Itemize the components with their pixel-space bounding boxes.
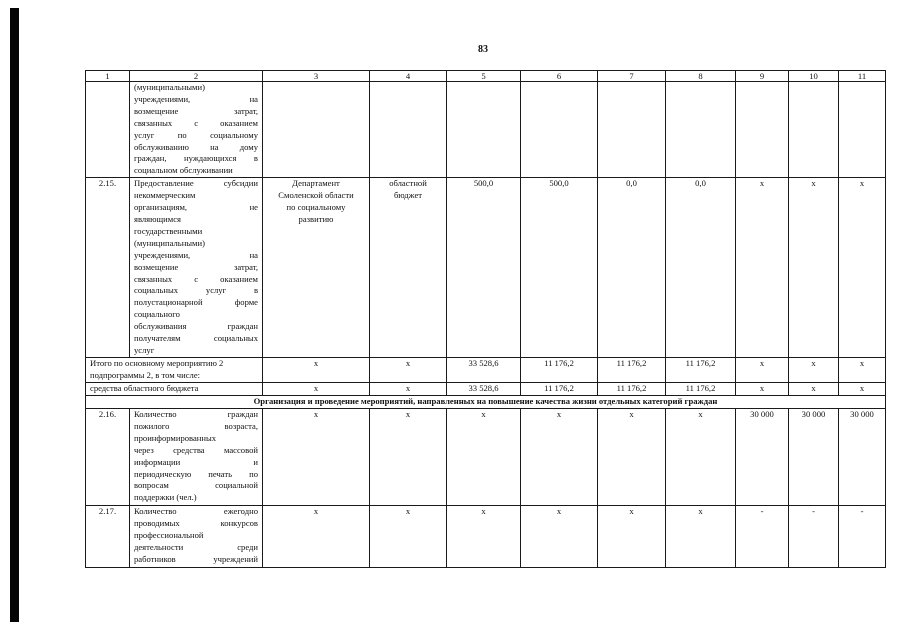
text-line: организациям, не (134, 202, 258, 213)
text-line: проводимых конкурсов (134, 517, 258, 528)
text-line: бюджет (393, 190, 423, 201)
text-line: Смоленской области (278, 190, 354, 201)
value-cell: x (736, 358, 789, 383)
value-cell: - (736, 505, 789, 567)
value-cell: 33 528,6 (447, 358, 521, 383)
text-line: являющимся (134, 213, 181, 224)
value-cell: 500,0 (521, 178, 598, 358)
text-line: вопросам социальной (134, 480, 258, 491)
text-line: обслуживанию на дому (134, 141, 258, 152)
column-number: 8 (666, 71, 736, 82)
empty-cell (839, 82, 886, 178)
empty-cell (789, 82, 839, 178)
text-line: информации и (134, 456, 258, 467)
value-cell: 11 176,2 (598, 383, 666, 396)
text-line: через средства массовой (134, 444, 258, 455)
section-row (86, 395, 886, 408)
row-number-cell: 2.16. (86, 408, 130, 505)
empty-cell (370, 82, 447, 178)
table-row (86, 178, 886, 358)
column-number: 9 (736, 71, 789, 82)
empty-cell (598, 82, 666, 178)
text-line: получателям социальных (134, 333, 258, 344)
value-cell: x (839, 383, 886, 396)
text-line: учреждениями, на (134, 93, 258, 104)
text-line: Количество ежегодно (134, 505, 258, 516)
value-cell: - (789, 505, 839, 567)
text-line: деятельности среди (134, 541, 258, 552)
text-line: связанных с оказанием (134, 273, 258, 284)
text-line: возмещение затрат, (134, 261, 258, 272)
text-line: возмещение затрат, (134, 105, 258, 116)
value-cell: x (736, 178, 789, 358)
value-cell: x (370, 505, 447, 567)
text-line: некоммерческим (134, 190, 196, 201)
value-cell: x (521, 408, 598, 505)
table-row (86, 505, 886, 567)
table-row (86, 82, 886, 178)
text-line: (муниципальными) (134, 237, 205, 248)
column-number: 5 (447, 71, 521, 82)
value-cell: 33 528,6 (447, 383, 521, 396)
text-line: связанных с оказанием (134, 117, 258, 128)
total-row (86, 358, 886, 383)
value-cell: x (370, 408, 447, 505)
value-cell: x (789, 178, 839, 358)
text-line: социальных услуг в (134, 285, 258, 296)
text-line: услуг по социальному (134, 129, 258, 140)
text-line: социальном обслуживании (134, 165, 233, 176)
column-number: 4 (370, 71, 447, 82)
funding-source-cell (370, 178, 447, 358)
empty-cell (521, 82, 598, 178)
column-number: 6 (521, 71, 598, 82)
value-cell: x (263, 383, 370, 396)
row-number-cell: 2.15. (86, 178, 130, 358)
text-line: граждан, нуждающихся в (134, 153, 258, 164)
column-number: 3 (263, 71, 370, 82)
section-title: Организация и проведение мероприятий, направленных на повышение качества жизни отдельных категорий граждан (86, 395, 886, 408)
value-cell: 11 176,2 (666, 383, 736, 396)
text-line: Количество граждан (134, 408, 258, 419)
value-cell: 11 176,2 (521, 358, 598, 383)
text-line: услуг (134, 344, 155, 355)
text-line: пожилого возраста, (134, 420, 258, 431)
value-cell: x (447, 505, 521, 567)
value-cell: x (666, 408, 736, 505)
activity-name-cell (130, 178, 263, 358)
text-line: профессиональной (134, 529, 204, 540)
executor-cell (263, 178, 370, 358)
table-row (86, 408, 886, 505)
value-cell: x (263, 408, 370, 505)
text-line: работников учреждений (134, 553, 258, 564)
program-table (85, 70, 886, 568)
value-cell: x (598, 408, 666, 505)
text-line: Департамент (292, 178, 340, 189)
column-number-row (86, 71, 886, 82)
text-line: областной (389, 178, 427, 189)
value-cell: 30 000 (839, 408, 886, 505)
text-line: развитию (298, 213, 334, 224)
value-cell: 500,0 (447, 178, 521, 358)
empty-cell (736, 82, 789, 178)
activity-name-cell (130, 82, 263, 178)
scan-edge-bar (10, 8, 19, 622)
text-line: проинформированных (134, 432, 217, 443)
value-cell: - (839, 505, 886, 567)
value-cell: x (789, 383, 839, 396)
value-cell: x (370, 358, 447, 383)
value-cell: 30 000 (736, 408, 789, 505)
value-cell: x (263, 358, 370, 383)
empty-cell (447, 82, 521, 178)
value-cell: 0,0 (666, 178, 736, 358)
value-cell: x (263, 505, 370, 567)
row-number-cell: 2.17. (86, 505, 130, 567)
row-number-cell (86, 82, 130, 178)
activity-name-cell (130, 408, 263, 505)
value-cell: 11 176,2 (598, 358, 666, 383)
column-number: 10 (789, 71, 839, 82)
value-cell: x (839, 358, 886, 383)
empty-cell (666, 82, 736, 178)
total-label: Итого по основному мероприятию 2 подпрограммы 2, в том числе: (86, 358, 263, 383)
budget-label: средства областного бюджета (86, 383, 263, 396)
text-line: государственными (134, 225, 203, 236)
text-line: социального (134, 309, 180, 320)
column-number: 7 (598, 71, 666, 82)
column-number: 2 (130, 71, 263, 82)
page-number: 83 (478, 44, 488, 55)
text-line: по социальному (286, 202, 346, 213)
text-line: учреждениями, на (134, 249, 258, 260)
empty-cell (263, 82, 370, 178)
column-number: 11 (839, 71, 886, 82)
text-line: периодическую печать по (134, 468, 258, 479)
value-cell: x (789, 358, 839, 383)
value-cell: x (598, 505, 666, 567)
value-cell: x (521, 505, 598, 567)
column-number: 1 (86, 71, 130, 82)
value-cell: 11 176,2 (666, 358, 736, 383)
text-line: обслуживания граждан (134, 321, 258, 332)
value-cell: 30 000 (789, 408, 839, 505)
value-cell: x (666, 505, 736, 567)
budget-row (86, 383, 886, 396)
value-cell: x (370, 383, 447, 396)
value-cell: x (839, 178, 886, 358)
activity-name-cell (130, 505, 263, 567)
value-cell: x (736, 383, 789, 396)
text-line: (муниципальными) (134, 82, 205, 92)
text-line: Предоставление субсидии (134, 178, 258, 189)
value-cell: 11 176,2 (521, 383, 598, 396)
value-cell: 0,0 (598, 178, 666, 358)
text-line: полустационарной форме (134, 297, 258, 308)
text-line: поддержки (чел.) (134, 492, 197, 503)
value-cell: x (447, 408, 521, 505)
